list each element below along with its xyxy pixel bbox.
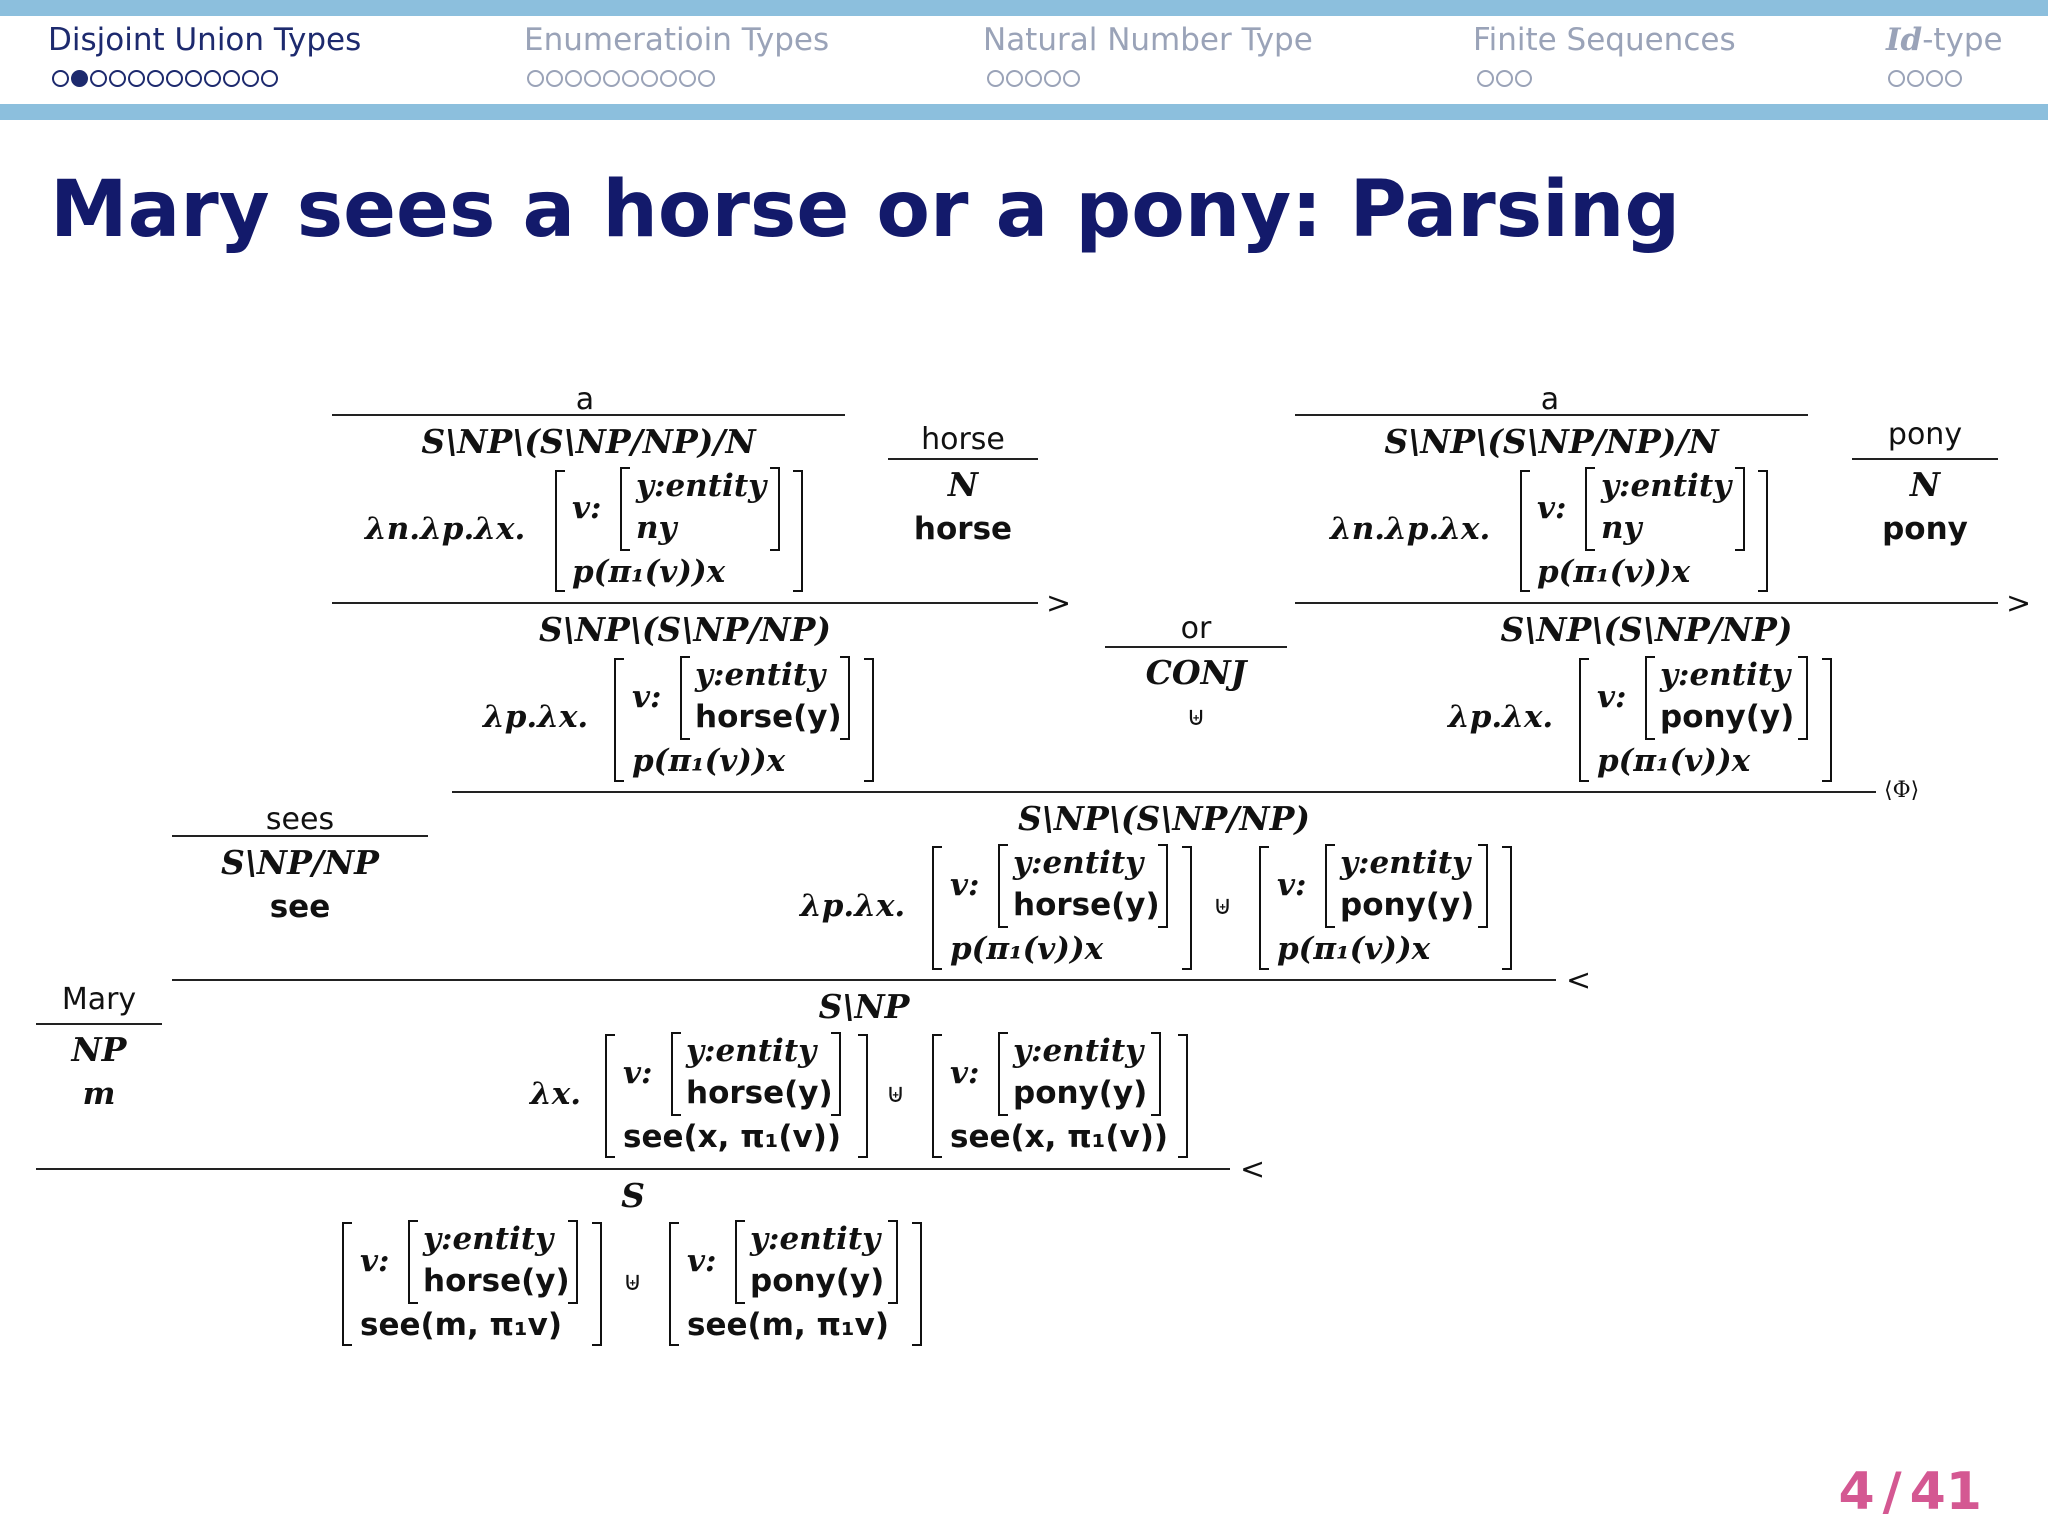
- rule-label-fwd-right: >: [2006, 586, 2032, 621]
- nav-dot[interactable]: [1888, 70, 1905, 87]
- sem-p-pi: p(π₁(v))x: [632, 743, 786, 779]
- lex-word-mary: Mary: [61, 982, 137, 1017]
- sem-disjoint-union-symbol: ⊎: [886, 1079, 906, 1109]
- sem-horse-y: horse(y): [686, 1075, 833, 1111]
- rule-label-fwd-left: >: [1046, 586, 1072, 621]
- lex-word-a-right: a: [1540, 382, 1560, 417]
- nav-dot[interactable]: [565, 70, 582, 87]
- sem-y-entity: y:entity: [750, 1221, 881, 1257]
- page-number: [1834, 1462, 1986, 1522]
- sem-lambda-px-horse: λp.λx.: [483, 699, 589, 735]
- nav-dot[interactable]: [1044, 70, 1061, 87]
- nav-dot[interactable]: [1926, 70, 1943, 87]
- nav-dot[interactable]: [987, 70, 1004, 87]
- lex-rule-mary: [36, 1023, 162, 1025]
- nav-dot[interactable]: [109, 70, 126, 87]
- nav-dot-current[interactable]: [71, 70, 88, 87]
- sem-see-m: see(m, π₁v): [687, 1307, 890, 1343]
- cat-det-left: S\NP\(S\NP/NP)/N: [421, 422, 756, 461]
- nav-dot[interactable]: [660, 70, 677, 87]
- cat-tv: S\NP/NP: [221, 843, 379, 882]
- nav-dot[interactable]: [1515, 70, 1532, 87]
- sem-disjoint-union-symbol: ⊎: [623, 1267, 643, 1297]
- nav-dot[interactable]: [166, 70, 183, 87]
- sem-v-field: v:: [950, 1055, 980, 1091]
- sem-horse-y: horse(y): [1013, 887, 1160, 923]
- cat-conj: CONJ: [1145, 653, 1247, 692]
- lex-rule-sees: [172, 835, 428, 837]
- sem-y-entity: y:entity: [1601, 468, 1732, 504]
- nav-section-disjoint-union[interactable]: Disjoint Union Types: [48, 22, 362, 58]
- rule-label-phi: ⟨Φ⟩: [1884, 778, 1920, 803]
- sem-lambda-x: λx.: [530, 1076, 582, 1112]
- nav-section-id-type-rest: -type: [1922, 22, 2003, 58]
- nav-top-strip: [0, 0, 2048, 16]
- cat-gq-horse: S\NP\(S\NP/NP): [538, 610, 832, 649]
- lex-word-pony: pony: [1887, 417, 1963, 452]
- lex-rule-pony: [1852, 458, 1998, 460]
- nav-dot[interactable]: [584, 70, 601, 87]
- nav-section-enumeration[interactable]: Enumeratioin Types: [524, 22, 830, 58]
- nav-dots-natural-number[interactable]: [987, 70, 1080, 87]
- nav-dot[interactable]: [527, 70, 544, 87]
- rule-fwd-app-left: [332, 602, 1038, 604]
- rule-label-bwd-s: <: [1240, 1152, 1266, 1187]
- lex-rule-a-right: [1295, 414, 1808, 416]
- sem-lambda-px-pony: λp.λx.: [1448, 699, 1554, 735]
- cat-vp: S\NP: [818, 987, 910, 1026]
- nav-section-id-type-italic: Id: [1886, 22, 1923, 58]
- sem-see-m: see(m, π₁v): [360, 1307, 563, 1343]
- page-separator: /: [1882, 1462, 1902, 1522]
- lex-word-a-left: a: [575, 382, 595, 417]
- lex-word-or: or: [1180, 611, 1212, 646]
- sem-v-field: v:: [623, 1055, 653, 1091]
- nav-dot[interactable]: [546, 70, 563, 87]
- sem-disjoint-union-symbol: ⊎: [1186, 702, 1206, 732]
- cat-gq-coord: S\NP\(S\NP/NP): [1017, 799, 1311, 838]
- sem-v-field: v:: [572, 490, 602, 526]
- nav-dot[interactable]: [1496, 70, 1513, 87]
- page-total: 41: [1909, 1462, 1982, 1522]
- nav-dot[interactable]: [242, 70, 259, 87]
- sem-pony: pony: [1882, 511, 1968, 547]
- sem-lambda-px-coord: λp.λx.: [800, 888, 906, 924]
- sem-v-field: v:: [950, 867, 980, 903]
- nav-dot[interactable]: [147, 70, 164, 87]
- sem-lambda-npx-left: λn.λp.λx.: [365, 511, 526, 547]
- nav-dots-enumeration[interactable]: [527, 70, 715, 87]
- nav-dot[interactable]: [261, 70, 278, 87]
- sem-v-field: v:: [360, 1243, 390, 1279]
- sem-see: see: [269, 889, 331, 925]
- sem-pony-y: pony(y): [1013, 1075, 1148, 1111]
- sem-v-field: v:: [1537, 490, 1567, 526]
- nav-dots-finite-sequences[interactable]: [1477, 70, 1532, 87]
- nav-dot[interactable]: [90, 70, 107, 87]
- nav-bottom-strip: [0, 104, 2048, 120]
- lex-word-horse: horse: [921, 422, 1005, 457]
- sem-ny: ny: [1601, 510, 1642, 546]
- nav-dot[interactable]: [204, 70, 221, 87]
- nav-dot[interactable]: [185, 70, 202, 87]
- cat-np: NP: [71, 1030, 127, 1069]
- nav-dot[interactable]: [1063, 70, 1080, 87]
- sem-p-pi: p(π₁(v))x: [1537, 554, 1691, 590]
- nav-dot[interactable]: [1477, 70, 1494, 87]
- nav-dots-disjoint-union[interactable]: [52, 70, 278, 87]
- sem-lambda-npx-right: λn.λp.λx.: [1330, 511, 1491, 547]
- nav-dot[interactable]: [1907, 70, 1924, 87]
- sem-v-field: v:: [632, 679, 662, 715]
- sem-pony-y: pony(y): [750, 1263, 885, 1299]
- sem-disjoint-union-symbol: ⊎: [1213, 891, 1233, 921]
- sem-y-entity: y:entity: [686, 1033, 817, 1069]
- slide-title: Mary sees a horse or a pony: Parsing: [50, 165, 1681, 255]
- sem-horse-y: horse(y): [695, 699, 842, 735]
- nav-section-id-type[interactable]: [1886, 22, 2003, 58]
- sem-y-entity: y:entity: [1013, 845, 1144, 881]
- sem-p-pi: p(π₁(v))x: [572, 554, 726, 590]
- sem-m: m: [82, 1076, 116, 1112]
- lex-rule-a-left: [332, 414, 845, 416]
- sem-see-x: see(x, π₁(v)): [950, 1119, 1169, 1155]
- nav-section-natural-number[interactable]: Natural Number Type: [983, 22, 1313, 58]
- nav-section-finite-sequences[interactable]: Finite Sequences: [1473, 22, 1736, 58]
- cat-det-right: S\NP\(S\NP/NP)/N: [1384, 422, 1719, 461]
- lex-word-sees: sees: [265, 802, 335, 837]
- cat-gq-pony: S\NP\(S\NP/NP): [1500, 610, 1793, 649]
- rule-label-bwd-vp: <: [1566, 963, 1592, 998]
- nav-dot[interactable]: [603, 70, 620, 87]
- sem-y-entity: y:entity: [1660, 657, 1791, 693]
- sem-y-entity: y:entity: [636, 468, 767, 504]
- nav-dot[interactable]: [52, 70, 69, 87]
- cat-n-horse: N: [947, 465, 979, 504]
- nav-dot[interactable]: [679, 70, 696, 87]
- rule-bwd-app-s: [36, 1168, 1230, 1170]
- nav-dot[interactable]: [1006, 70, 1023, 87]
- nav-dot[interactable]: [698, 70, 715, 87]
- rule-fwd-app-right: [1295, 602, 1998, 604]
- cat-n-pony: N: [1909, 465, 1941, 504]
- sem-y-entity: y:entity: [1013, 1033, 1144, 1069]
- rule-coordination: [452, 791, 1876, 793]
- sem-pony-y: pony(y): [1340, 887, 1475, 923]
- sem-v-field: v:: [1277, 867, 1307, 903]
- sem-see-x: see(x, π₁(v)): [623, 1119, 842, 1155]
- sem-y-entity: y:entity: [1340, 845, 1471, 881]
- rule-bwd-app-vp: [172, 979, 1556, 981]
- lex-rule-or: [1105, 646, 1287, 648]
- sem-horse-y: horse(y): [423, 1263, 570, 1299]
- nav-dots-id-type[interactable]: [1888, 70, 1962, 87]
- sem-v-field: v:: [687, 1243, 717, 1279]
- sem-v-field: v:: [1597, 679, 1627, 715]
- nav-dot[interactable]: [128, 70, 145, 87]
- nav-dot[interactable]: [1945, 70, 1962, 87]
- lex-rule-horse: [888, 458, 1038, 460]
- cat-s: S: [621, 1176, 645, 1215]
- sem-y-entity: y:entity: [695, 657, 826, 693]
- nav-dot[interactable]: [223, 70, 240, 87]
- sem-horse: horse: [913, 511, 1013, 547]
- sem-ny: ny: [636, 510, 677, 546]
- nav-dot[interactable]: [1025, 70, 1042, 87]
- nav-dot[interactable]: [622, 70, 639, 87]
- sem-p-pi: p(π₁(v))x: [950, 931, 1104, 967]
- sem-y-entity: y:entity: [423, 1221, 554, 1257]
- sem-p-pi: p(π₁(v))x: [1277, 931, 1431, 967]
- nav-dot[interactable]: [641, 70, 658, 87]
- sem-pony-y: pony(y): [1660, 699, 1795, 735]
- page-current: 4: [1838, 1462, 1875, 1522]
- sem-p-pi: p(π₁(v))x: [1597, 743, 1751, 779]
